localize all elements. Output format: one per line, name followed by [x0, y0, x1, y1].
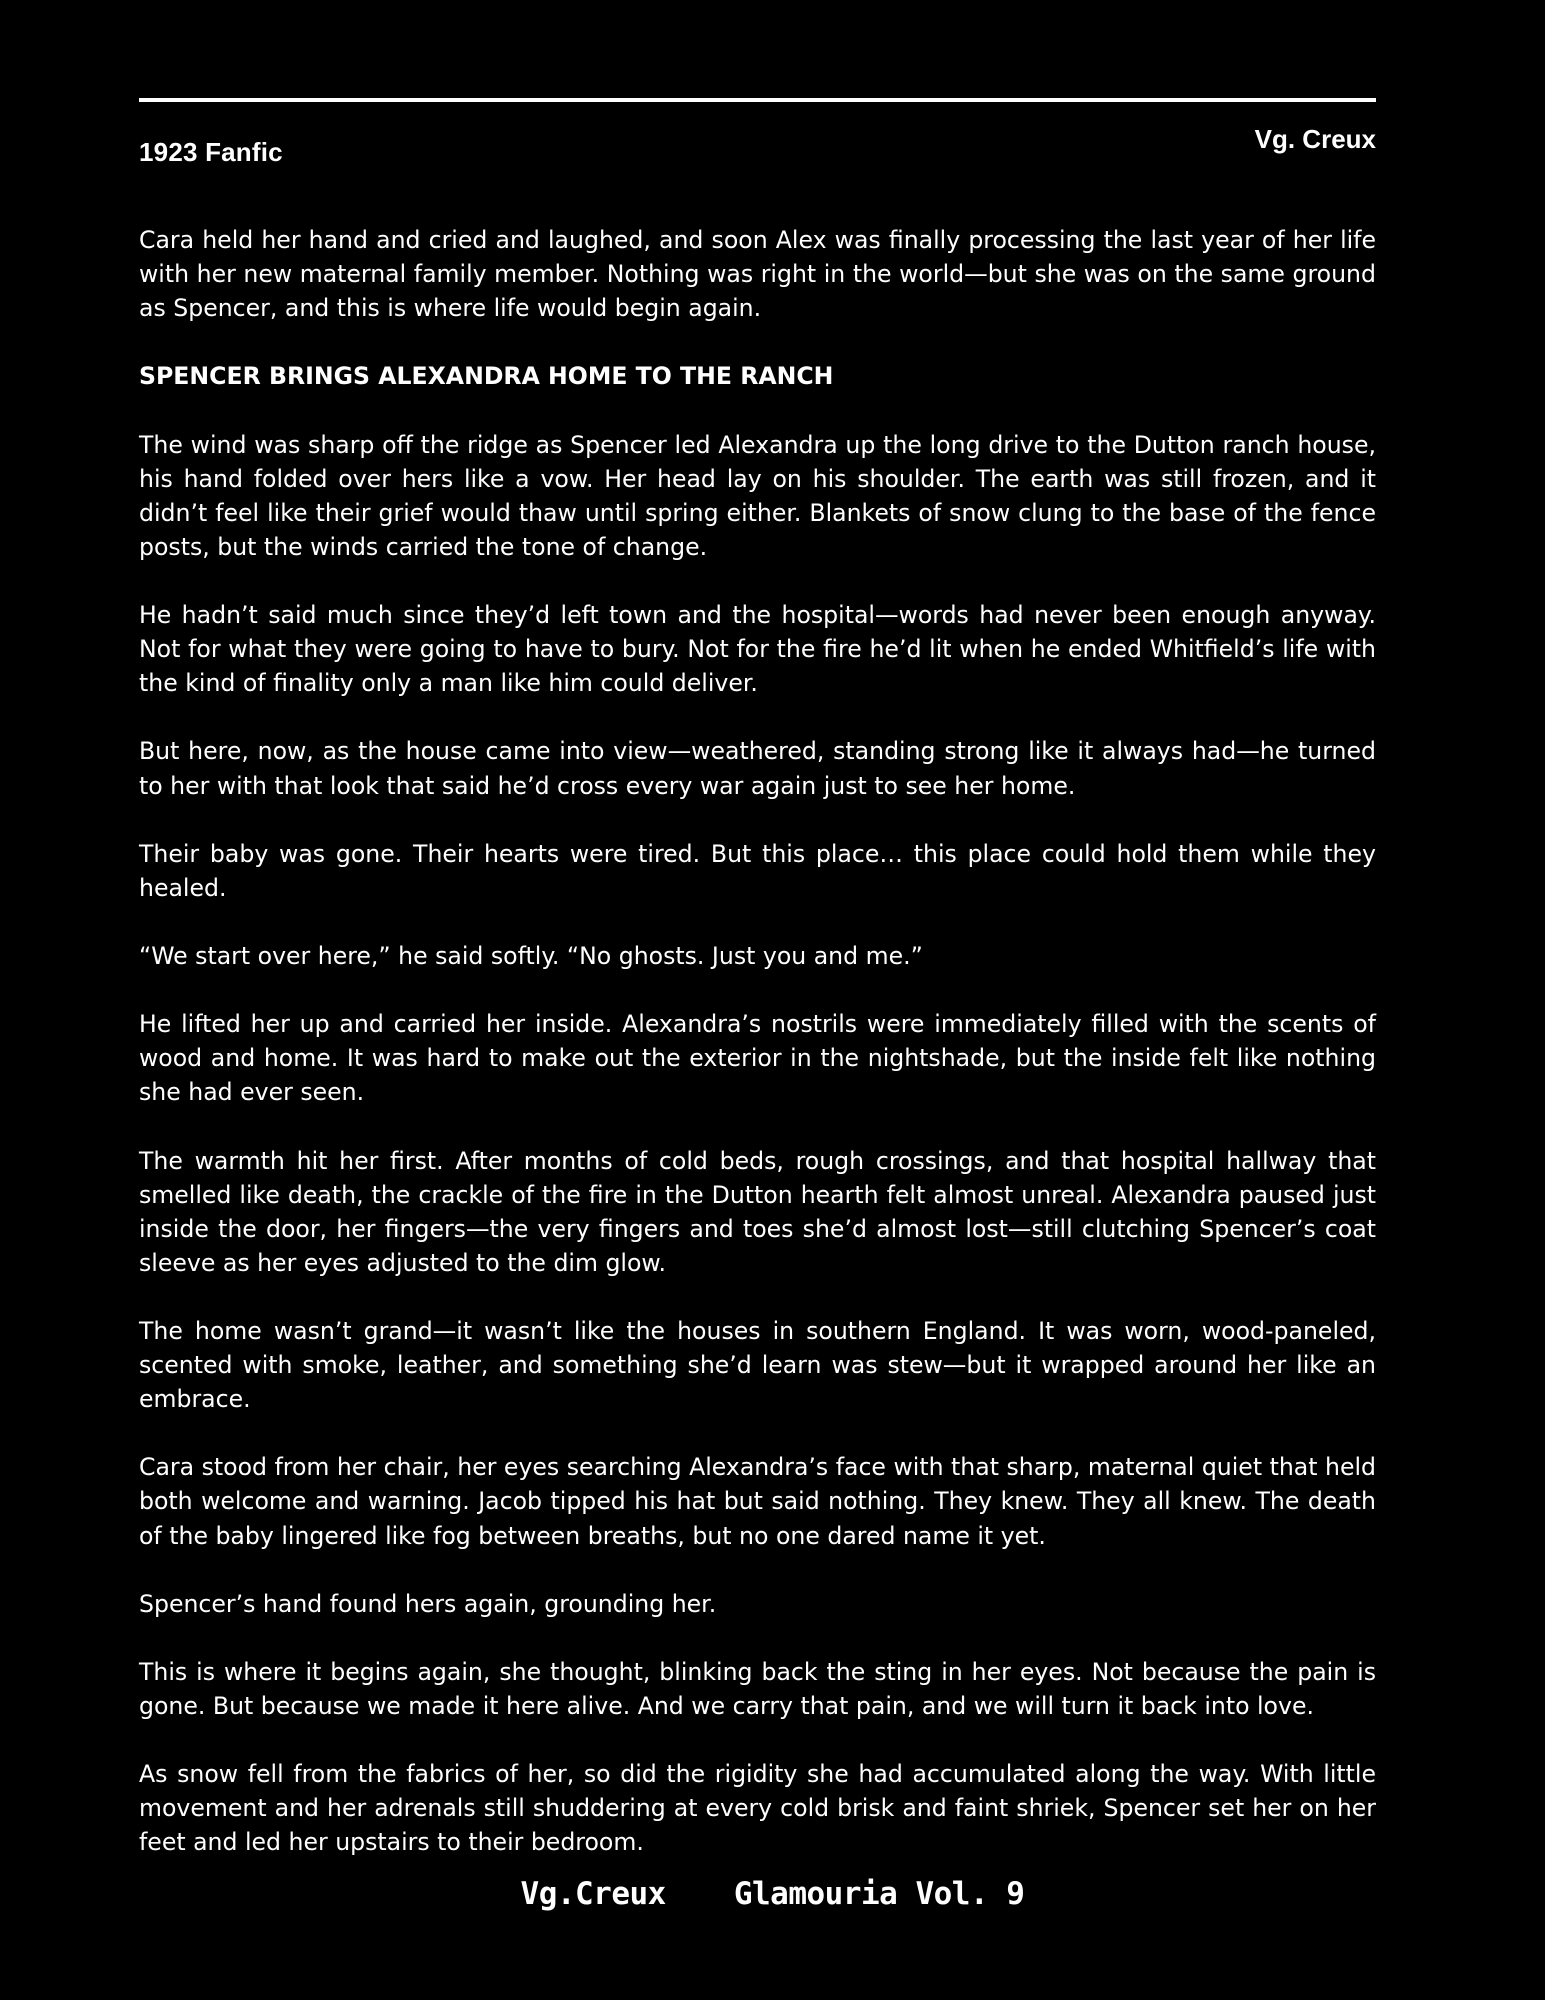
footer-brand: Vg.Creux — [520, 1876, 666, 1912]
paragraph: He hadn’t said much since they’d left town and the hospital—words had never been enough anyway. Not for what they were going to have to bury. Not for the fire he’d lit when he ended Whitfield’s life with the kind of finality only a man like him could deliver. — [139, 601, 1376, 698]
paragraph: The warmth hit her first. After months of cold beds, rough crossings, and that hospital hallway that smelled like death, the crackle of the fire in the Dutton hearth felt almost unreal. Alexandra paused just inside the door, her fingers—the very fingers and toes she’d almost lost—still clutching Spencer’s coat sleeve as her eyes adjusted to the dim glow. — [139, 1146, 1376, 1277]
section-heading: SPENCER BRINGS ALEXANDRA HOME TO THE RANCH — [139, 362, 834, 391]
paragraph: As snow fell from the fabrics of her, so did the rigidity she had accumulated along the way. With little movement and her adrenals still shuddering at every cold brisk and faint shriek, Spencer set her on her feet and led her upstairs to their bedroom. — [139, 1760, 1376, 1857]
paragraph: Cara held her hand and cried and laughed, and soon Alex was finally processing the last year of her life with her new maternal family member. Nothing was right in the world—but she was on the same ground as Spencer, and this is where life would begin again. — [139, 226, 1376, 323]
paragraph: Cara stood from her chair, her eyes searching Alexandra’s face with that sharp, maternal quiet that held both welcome and warning. Jacob tipped his hat but said nothing. They knew. They all knew. The death of the baby lingered like fog between breaths, but no one dared name it yet. — [139, 1453, 1376, 1550]
paragraph: Their baby was gone. Their hearts were tired. But this place… this place could hold them while they healed. — [139, 839, 1376, 902]
header-title: 1923 Fanfic — [139, 137, 283, 167]
paragraph: He lifted her up and carried her inside. Alexandra’s nostrils were immediately filled with the scents of wood and home. It was hard to make out the exterior in the nightshade, but the inside felt like nothing she had ever seen. — [139, 1010, 1376, 1107]
header-author: Vg. Creux — [1254, 124, 1376, 154]
header-rule — [139, 98, 1376, 102]
paragraph: “We start over here,” he said softly. “No ghosts. Just you and me.” — [139, 941, 923, 970]
paragraph: But here, now, as the house came into view—weathered, standing strong like it always had—he turned to her with that look that said he’d cross every war again just to see her home. — [139, 737, 1376, 800]
story-body — [139, 223, 1376, 1894]
paragraph: The wind was sharp off the ridge as Spencer led Alexandra up the long drive to the Dutton ranch house, his hand folded over hers like a vow. Her head lay on his shoulder. The earth was still frozen, and it didn’t feel like their grief would thaw until spring either. Blankets of snow clung to the base of the fence posts, but the winds carried the tone of change. — [139, 430, 1376, 561]
footer-publication: Glamouria Vol. 9 — [733, 1876, 1025, 1912]
paragraph: Spencer’s hand found hers again, grounding her. — [139, 1589, 717, 1618]
paragraph: This is where it begins again, she thought, blinking back the sting in her eyes. Not because the pain is gone. But because we made it here alive. And we carry that pain, and we will turn it back into love. — [139, 1657, 1376, 1721]
footer — [0, 1876, 1545, 1912]
paragraph: The home wasn’t grand—it wasn’t like the houses in southern England. It was worn, wood-paneled, scented with smoke, leather, and something she’d learn was stew—but it wrapped around her like an embrace. — [139, 1317, 1376, 1414]
